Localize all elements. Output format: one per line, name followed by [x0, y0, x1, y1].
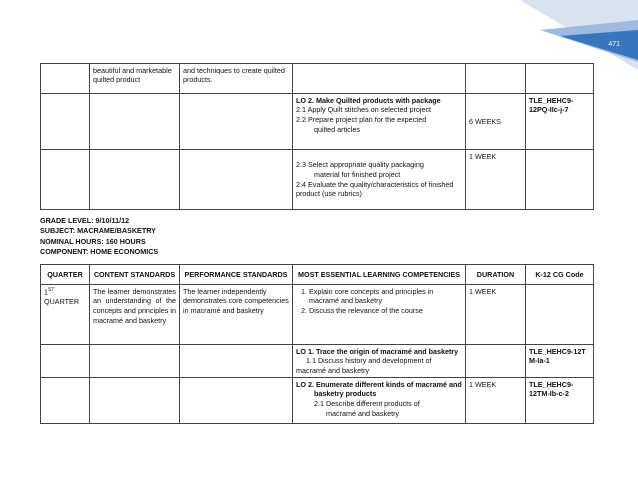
top-curriculum-table — [40, 63, 594, 210]
code-cell: TLE_HEHC9-12PQ-IIc-j-7 — [526, 94, 594, 150]
header-duration: DURATION — [466, 265, 526, 285]
page-number: 471 — [608, 41, 620, 48]
nominal-hours: NOMINAL HOURS: 160 HOURS — [40, 236, 146, 246]
content-standards-cell: beautiful and marketable quilted product — [90, 64, 180, 94]
bottom-curriculum-table — [40, 264, 594, 424]
competency-item-cont: quilted articles — [314, 124, 360, 134]
grade-level: GRADE LEVEL: 9/10/11/12 — [40, 216, 130, 225]
competency-item: 2.1 Describe different products of — [314, 399, 420, 409]
competency-item: 2.4 Evaluate the quality/characteristics of finished product (use rubrics) — [296, 179, 454, 199]
duration-cell: 6 WEEKS — [466, 94, 526, 150]
competency-item: 2.3 Select appropriate quality packaging — [296, 160, 424, 170]
performance-standards-cell: The learner independently demonstrates core competencies in macramé and basketry — [180, 285, 293, 345]
competencies-cell — [293, 94, 466, 150]
lo-title: LO 1. Trace the origin of macramé and basketry — [296, 346, 459, 356]
competency-item-cont: material for finished project — [314, 169, 401, 179]
header-content-standards: CONTENT STANDARDS — [90, 265, 180, 285]
lo-title-cont: basketry products — [314, 389, 377, 399]
competency-item: 2. Discuss the relevance of the course — [309, 306, 462, 316]
quarter-cell — [41, 64, 90, 94]
competency-item: 1.1 Discuss history and development of — [306, 356, 432, 366]
code-cell — [526, 64, 594, 94]
duration-cell: 1 WEEK — [466, 150, 526, 210]
table-row — [41, 285, 594, 345]
competencies-cell — [293, 285, 466, 345]
competency-item: 1. Explain core concepts and principles in macramé and basketry — [309, 287, 462, 306]
competency-item-cont: macramé and basketry — [296, 365, 370, 375]
table-row — [41, 345, 594, 378]
lo-title: LO 2. Make Quilted products with package — [296, 95, 441, 105]
quarter-cell: 1ST QUARTER — [41, 285, 90, 345]
competencies-cell — [293, 64, 466, 94]
header-code: K-12 CG Code — [526, 265, 594, 285]
competencies-cell — [293, 150, 466, 210]
competency-item: 2.1 Apply Quilt stitches on selected project — [296, 105, 432, 115]
duration-cell: 1 WEEK — [466, 285, 526, 345]
header-competencies: MOST ESSENTIAL LEARNING COMPETENCIES — [293, 265, 466, 285]
header-performance-standards: PERFORMANCE STANDARDS — [180, 265, 293, 285]
competencies-cell — [293, 378, 466, 424]
subject: SUBJECT: MACRAME/BASKETRY — [40, 226, 156, 236]
header-quarter: QUARTER — [41, 265, 90, 285]
table-row — [41, 94, 594, 150]
duration-cell — [466, 345, 526, 378]
course-info — [40, 216, 158, 258]
component: COMPONENT: HOME ECONOMICS — [40, 247, 159, 257]
table-row — [41, 378, 594, 424]
code-cell — [526, 285, 594, 345]
code-cell — [526, 150, 594, 210]
table-header-row — [41, 265, 594, 285]
content-standards-cell: The learner demonstrates an understanding of the concepts and principles in macramé and basketry — [90, 285, 180, 345]
table-row — [41, 64, 594, 94]
table-row — [41, 150, 594, 210]
competency-list — [296, 287, 462, 316]
code-cell: TLE_HEHC9-12T M-Ia-1 — [526, 345, 594, 378]
competency-item: 2.2 Prepare project plan for the expected — [296, 114, 427, 124]
performance-standards-cell: and techniques to create quilted products. — [180, 64, 293, 94]
lo-title: LO 2. Enumerate different kinds of macramé and — [296, 379, 462, 389]
duration-cell — [466, 64, 526, 94]
competencies-cell — [293, 345, 466, 378]
corner-decoration — [0, 0, 638, 70]
competency-item-cont: macramé and basketry — [326, 408, 400, 418]
duration-cell: 1 WEEK — [466, 378, 526, 424]
code-cell: TLE_HEHC9-12TM-Ib-c-2 — [526, 378, 594, 424]
